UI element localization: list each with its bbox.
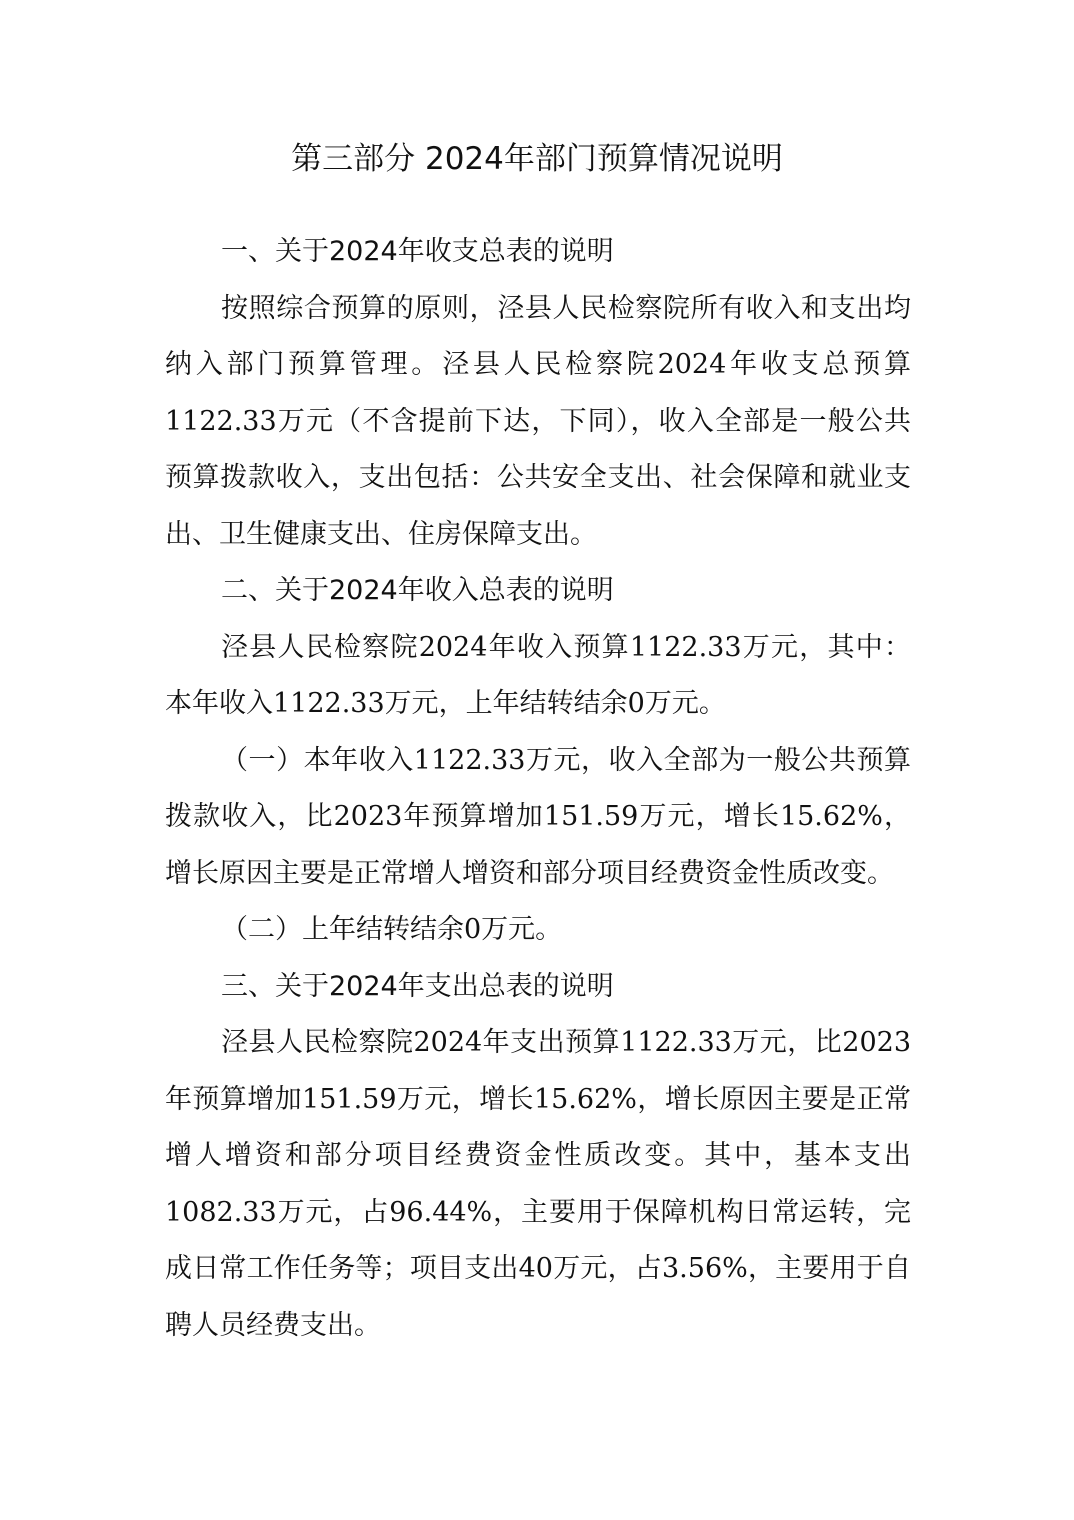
section-2-paragraph-1: 泾县人民检察院2024年收入预算1122.33万元，其中：本年收入1122.33万元，上年结转结余0万元。 xyxy=(165,631,911,719)
section-2-paragraph-3: （二）上年结转结余0万元。 xyxy=(221,914,563,945)
section-1-paragraph-1: 按照综合预算的原则，泾县人民检察院所有收入和支出均纳入部门预算管理。泾县人民检察院2024年收支总预算1122.33万元（不含提前下达，下同），收入全部是一般公共预算拨款收入，支出包括：公共安全支出、社会保障和就业支出、卫生健康支出、住房保障支出。 xyxy=(165,292,911,550)
page-title: 第三部分 2024年部门预算情况说明 xyxy=(291,141,783,177)
section-2-paragraph-2: （一）本年收入1122.33万元，收入全部为一般公共预算拨款收入，比2023年预算增加151.59万元，增长15.62%，增长原因主要是正常增人增资和部分项目经费资金性质改变。 xyxy=(165,744,911,889)
section-heading-1: 一、关于2024年收支总表的说明 xyxy=(221,236,614,267)
section-heading-2: 二、关于2024年收入总表的说明 xyxy=(221,575,614,606)
document-body xyxy=(165,224,911,1354)
section-heading-3: 三、关于2024年支出总表的说明 xyxy=(221,970,614,1002)
section-3-paragraph-1: 泾县人民检察院2024年支出预算1122.33万元，比2023年预算增加151.59万元，增长15.62%，增长原因主要是正常增人增资和部分项目经费资金性质改变。其中，基本支出1082.33万元，占96.44%，主要用于保障机构日常运转，完成日常工作任务等；项目支出40万元，占3.56%，主要用于自聘人员经费支出。 xyxy=(165,1027,911,1341)
